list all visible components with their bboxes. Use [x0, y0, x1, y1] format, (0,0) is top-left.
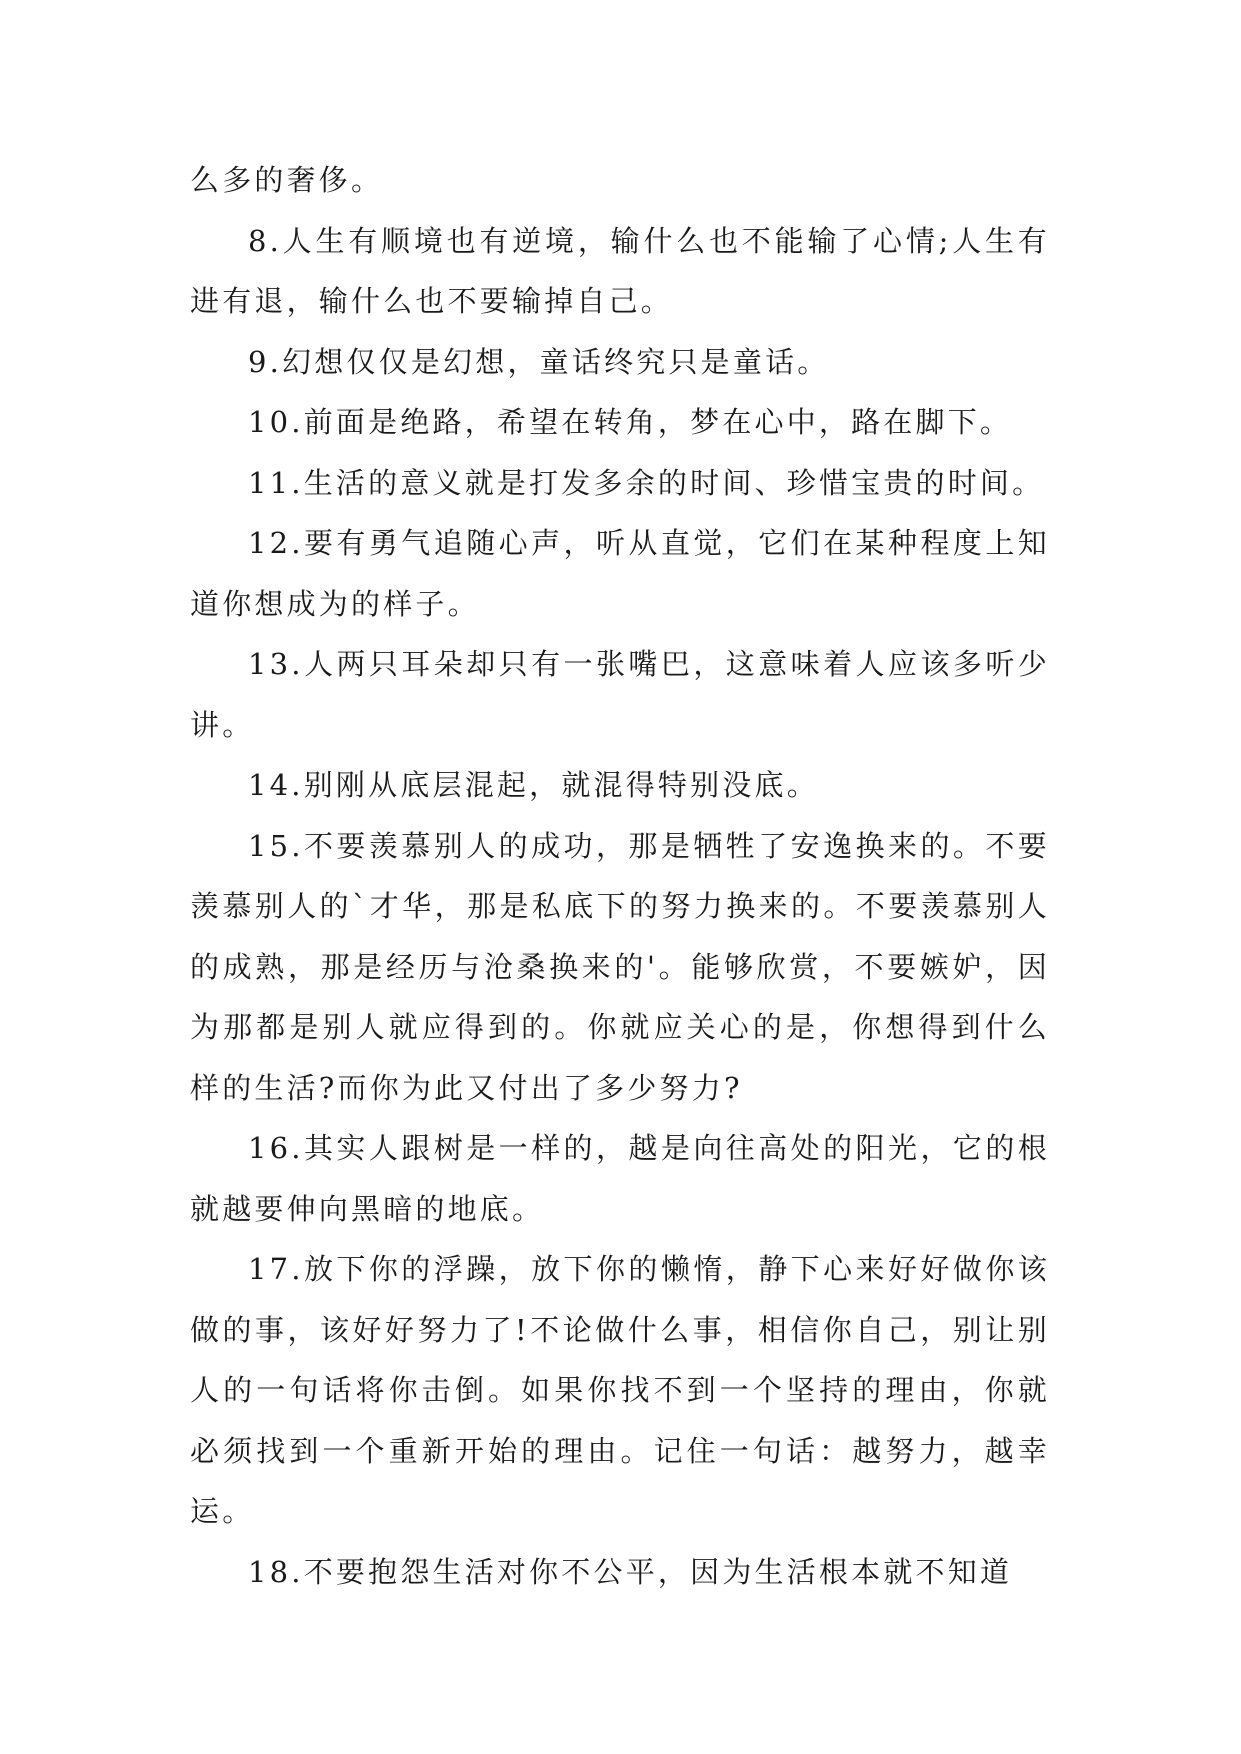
- document-body: [190, 150, 1050, 1602]
- paragraph-item-16: 16.其实人跟树是一样的，越是向往高处的阳光，它的根就越要伸向黑暗的地底。: [190, 1131, 1050, 1226]
- paragraph-item-11: 11.生活的意义就是打发多余的时间、珍惜宝贵的时间。: [248, 465, 1045, 500]
- paragraph-item-12: 12.要有勇气追随心声，听从直觉，它们在某种程度上知道你想成为的样子。: [190, 526, 1050, 621]
- paragraph-item-8: 8.人生有顺境也有逆境，输什么也不能输了心情;人生有进有退，输什么也不要输掉自己。: [190, 223, 1050, 318]
- paragraph-item-18: 18.不要抱怨生活对你不公平，因为生活根本就不知道: [248, 1554, 1013, 1589]
- paragraph-item-14: 14.别刚从底层混起，就混得特别没底。: [248, 768, 819, 802]
- paragraph-item-13: 13.人两只耳朵却只有一张嘴巴，这意味着人应该多听少讲。: [190, 647, 1050, 742]
- paragraph-item-17: 17.放下你的浮躁，放下你的懒惰，静下心来好好做你该做的事，该好好努力了!不论做什么事，相信你自己，别让别人的一句话将你击倒。如果你找不到一个坚持的理由，你就必须找到一个重新开始的理由。记住一句话：越努力，越幸运。: [190, 1252, 1050, 1528]
- paragraph-continued: 么多的奢侈。: [190, 163, 384, 197]
- paragraph-item-9: 9.幻想仅仅是幻想，童话终究只是童话。: [248, 344, 830, 379]
- paragraph-item-15: 15.不要羡慕别人的成功，那是牺牲了安逸换来的。不要羡慕别人的`才华，那是私底下的努力换来的。不要羡慕别人的成熟，那是经历与沧桑换来的'。能够欣赏，不要嫉妒，因为那都是别人就应得到的。你就应关心的是，你想得到什么样的生活?而你为此又付出了多少努力?: [190, 828, 1050, 1105]
- paragraph-item-10: 10.前面是绝路，希望在转角，梦在心中，路在脚下。: [248, 405, 1013, 439]
